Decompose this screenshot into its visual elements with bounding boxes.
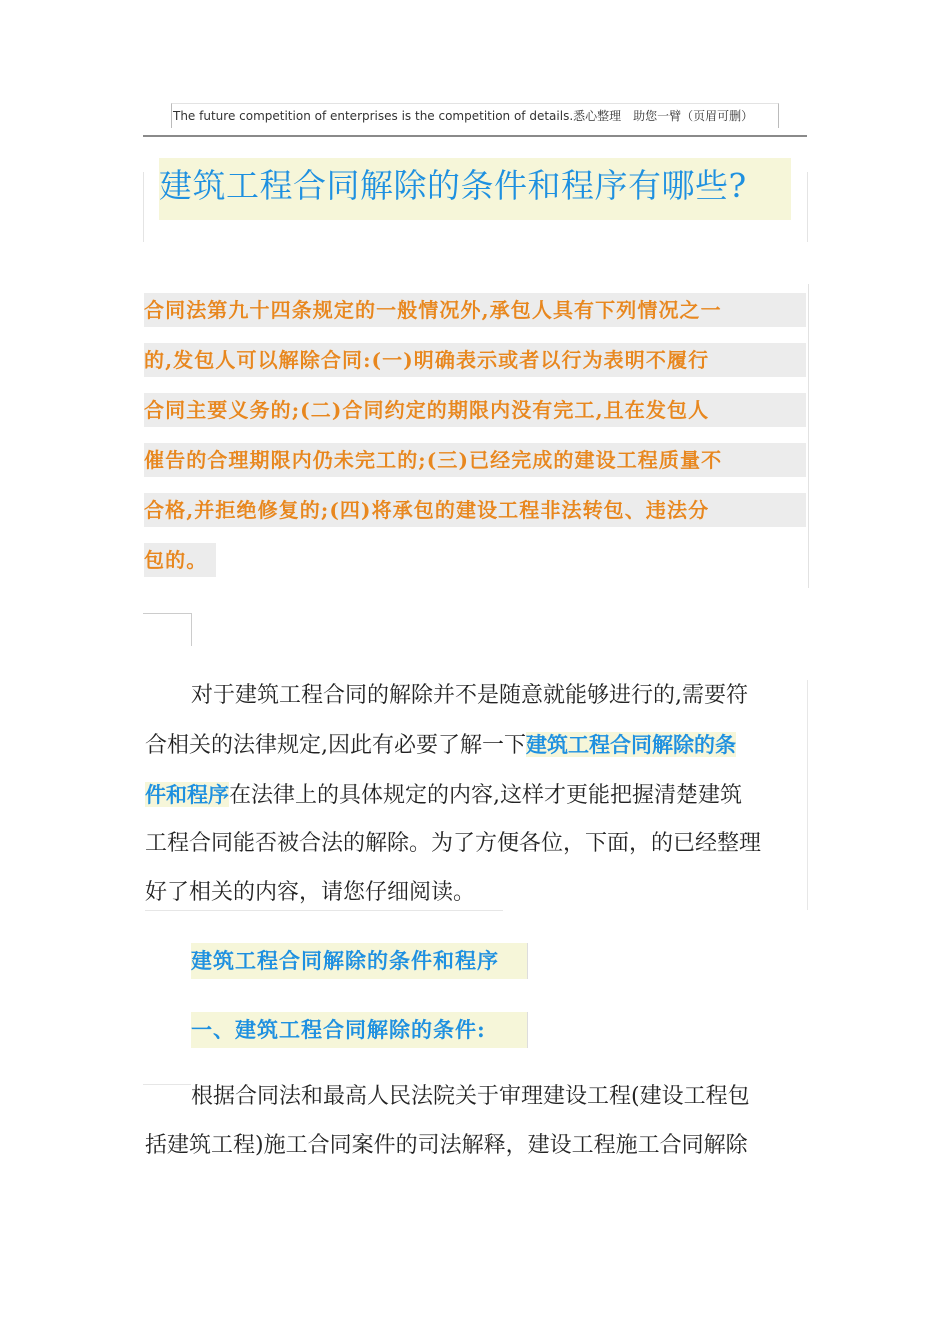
page-title: 建筑工程合同解除的条件和程序有哪些? xyxy=(159,158,791,220)
keyword-link[interactable]: 建筑工程合同解除的条 xyxy=(526,732,736,757)
section-heading: 建筑工程合同解除的条件和程序 xyxy=(191,943,528,979)
paragraph-text: 合相关的法律规定,因此有必要了解一下 xyxy=(145,733,526,758)
header-divider xyxy=(143,135,807,137)
paragraph-line: 工程合同能否被合法的解除。为了方便各位，下面，的已经整理 xyxy=(145,831,762,856)
empty-table-cell xyxy=(143,613,192,646)
paragraph-line: 括建筑工程)施工合同案件的司法解释，建设工程施工合同解除 xyxy=(145,1133,748,1158)
paragraph-line xyxy=(145,779,742,812)
paragraph-line: 好了相关的内容，请您仔细阅读。 xyxy=(145,880,476,905)
summary-frame xyxy=(142,284,809,588)
summary-line: 合同法第九十四条规定的一般情况外,承包人具有下列情况之一 xyxy=(144,293,806,327)
paragraph-line: 对于建筑工程合同的解除并不是随意就能够进行的,需要符 xyxy=(191,683,748,708)
keyword-link[interactable]: 件和程序 xyxy=(145,782,229,807)
paragraph-line xyxy=(145,729,736,762)
summary-line: 的,发包人可以解除合同:(一)明确表示或者以行为表明不履行 xyxy=(144,343,806,377)
paragraph-text: 在法律上的具体规定的内容,这样才更能把握清楚建筑 xyxy=(229,783,742,808)
divider xyxy=(145,910,503,911)
paragraph-line: 根据合同法和最高人民法院关于审理建设工程(建设工程包 xyxy=(191,1084,750,1109)
summary-line: 催告的合理期限内仍未完工的;(三)已经完成的建设工程质量不 xyxy=(144,443,806,477)
summary-line: 合格,并拒绝修复的;(四)将承包的建设工程非法转包、违法分 xyxy=(144,493,806,527)
page-header-text: The future competition of enterprises is the competition of details.悉心整理 助您一臂（页眉可删） xyxy=(173,109,754,123)
divider xyxy=(143,1084,191,1085)
summary-line: 包的。 xyxy=(144,543,216,577)
subsection-heading: 一、建筑工程合同解除的条件: xyxy=(191,1012,528,1048)
title-frame-right xyxy=(807,172,808,242)
title-frame-left xyxy=(143,172,144,242)
summary-line: 合同主要义务的;(二)合同约定的期限内没有完工,且在发包人 xyxy=(144,393,806,427)
